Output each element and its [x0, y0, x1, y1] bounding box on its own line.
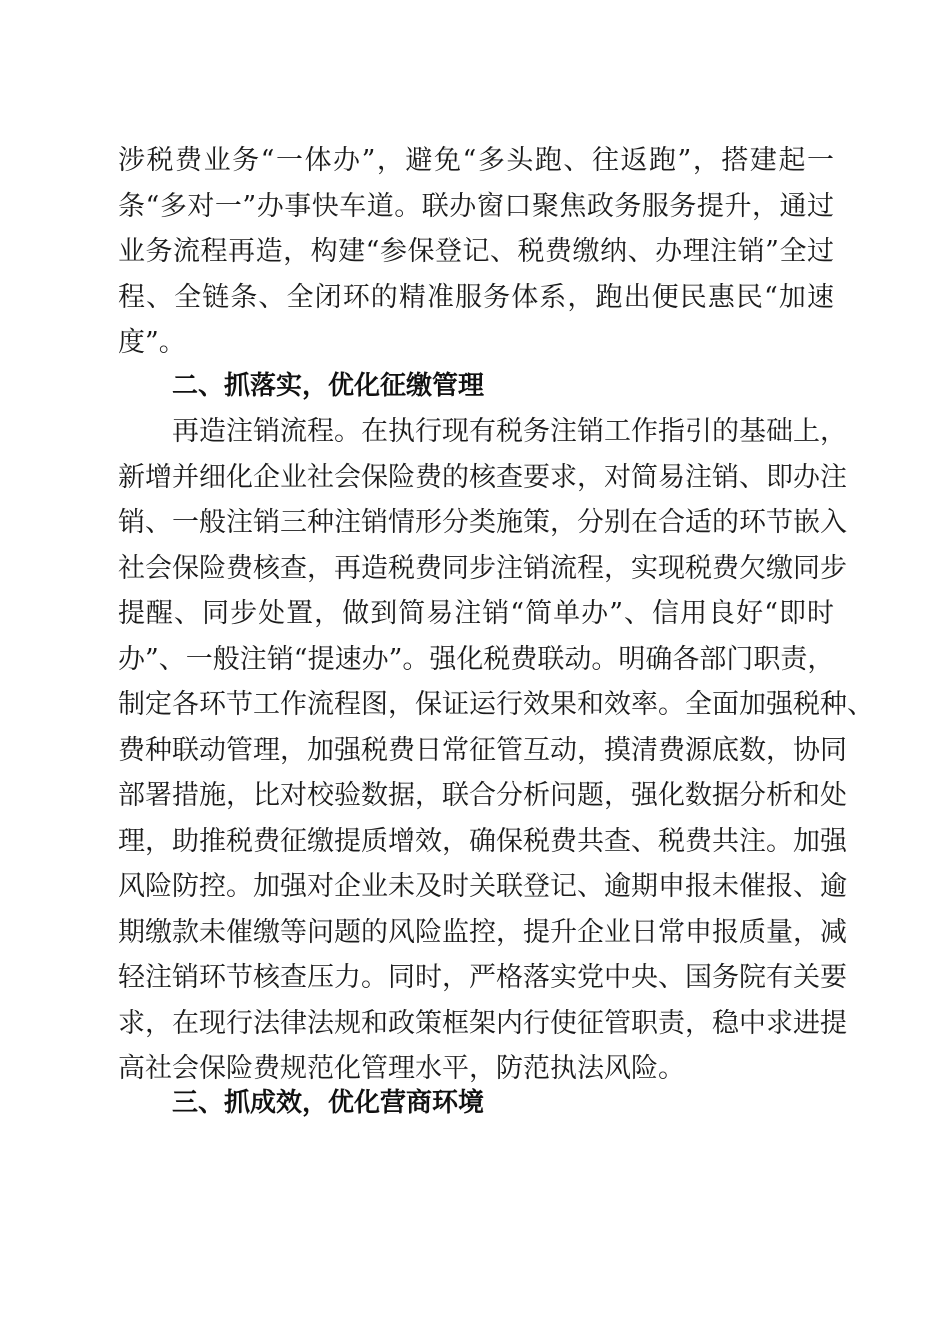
- text-line: 度”。: [118, 327, 186, 358]
- text-line: 再造注销流程。在执行现有税务注销工作指引的基础上，: [172, 416, 847, 447]
- paragraph-collection-management: [118, 409, 874, 1092]
- text-line: 高社会保险费规范化管理水平，防范执法风险。: [118, 1053, 685, 1084]
- text-line: 销、一般注销三种注销情形分类施策，分别在合适的环节嵌入: [118, 507, 847, 538]
- text-line: 期缴款未催缴等问题的风险监控，提升企业日常申报质量，减: [118, 916, 847, 948]
- text-line: 提醒、同步处置，做到简易注销“简单办”、信用良好“即时: [118, 598, 834, 629]
- text-line: 程、全链条、全闭环的精准服务体系，跑出便民惠民“加速: [118, 281, 834, 313]
- text-line: 涉税费业务“一体办”，避免“多头跑、往返跑”，搭建起一: [118, 145, 834, 176]
- paragraph-service-integration: [118, 138, 834, 366]
- text-line: 理，助推税费征缴提质增效，确保税费共查、税费共注。加强: [118, 825, 847, 857]
- text-line: 费种联动管理，加强税费日常征管互动，摸清费源底数，协同: [118, 734, 847, 766]
- text-line: 条“多对一”办事快车道。联办窗口聚焦政务服务提升，通过: [118, 190, 834, 222]
- text-line: 社会保险费核查，再造税费同步注销流程，实现税费欠缴同步: [118, 552, 847, 584]
- text-line: 部署措施，比对校验数据，联合分析问题，强化数据分析和处: [118, 780, 847, 811]
- text-line: 新增并细化企业社会保险费的核查要求，对简易注销、即办注: [118, 461, 847, 493]
- text-line: 风险防控。加强对企业未及时关联登记、逾期申报未催报、逾: [118, 871, 847, 902]
- section-heading-3: 三、抓成效，优化营商环境: [172, 1088, 485, 1118]
- text-line: 轻注销环节核查压力。同时，严格落实党中央、国务院有关要: [118, 962, 847, 993]
- text-line: 制定各环节工作流程图，保证运行效果和效率。全面加强税种、: [118, 689, 874, 720]
- text-line: 业务流程再造，构建“参保登记、税费缴纳、办理注销”全过: [118, 236, 834, 267]
- text-line: 求，在现行法律法规和政策框架内行使征管职责，稳中求进提: [118, 1007, 847, 1039]
- text-line: 办”、一般注销“提速办”。强化税费联动。明确各部门职责，: [118, 643, 835, 675]
- section-heading-2: 二、抓落实，优化征缴管理: [172, 371, 485, 401]
